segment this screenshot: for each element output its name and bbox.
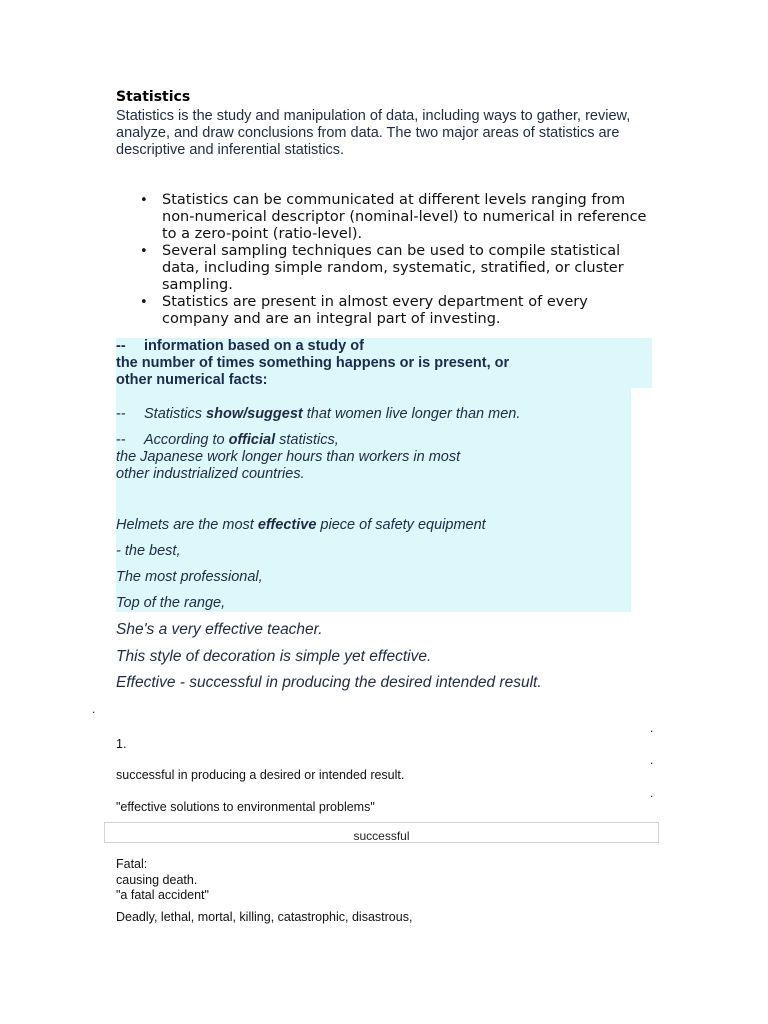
list-item: • Statistics can be communicated at different levels ranging from non-numerical descriptor (nominal-level) to numerical in reference to a zero-point (ratio-level). — [140, 192, 650, 243]
stray-dot: . — [650, 786, 654, 800]
effective-definition: Effective - successful in producing the desired intended result. — [116, 674, 542, 691]
dictionary-meaning: successful in producing a desired or intended result. — [116, 768, 405, 782]
definition-line-3: other numerical facts: — [116, 372, 268, 388]
intro-paragraph: Statistics is the study and manipulation of data, including ways to gather, review, analyze, and draw conclusions from data. The two major areas of statistics are descriptive and inferential statistics. — [116, 108, 631, 158]
stray-dot: . — [650, 721, 654, 735]
example-statistics-show: -- Statistics show/suggest that women live longer than men. — [116, 406, 521, 422]
fatal-example: "a fatal accident" — [116, 888, 209, 902]
definition-block — [116, 338, 636, 389]
bullet-list — [140, 192, 650, 328]
stray-dot: . — [650, 753, 654, 767]
page-title: Statistics — [116, 89, 191, 105]
example-decoration: This style of decoration is simple yet effective. — [116, 648, 432, 665]
dictionary-example: "effective solutions to environmental problems" — [116, 800, 375, 814]
synonym-box — [104, 822, 659, 843]
fatal-word: Fatal: — [116, 857, 148, 871]
dictionary-number: 1. — [116, 737, 127, 751]
list-item: • Statistics are present in almost every department of every company and are an integral part of investing. — [140, 294, 650, 328]
stray-dot: . — [92, 702, 96, 716]
definition-line-2: the number of times something happens or is present, or — [116, 355, 510, 371]
definition-line-1: -- information based on a study of — [116, 338, 364, 354]
example-helmets: Helmets are the most effective piece of safety equipment — [116, 517, 486, 533]
example-most-professional: The most professional, — [116, 569, 263, 585]
example-the-best: - the best, — [116, 543, 181, 559]
example-top-of-range: Top of the range, — [116, 595, 226, 611]
fatal-meaning: causing death. — [116, 873, 198, 887]
example-official-statistics: -- According to official statistics, the Japanese work longer hours than workers in most other industrialized countries. — [116, 432, 461, 482]
list-item: • Several sampling techniques can be used to compile statistical data, including simple random, systematic, stratified, or cluster sampling. — [140, 243, 650, 294]
fatal-synonyms: Deadly, lethal, mortal, killing, catastrophic, disastrous, — [116, 910, 413, 924]
synonym-text: successful — [353, 829, 410, 843]
example-effective-teacher: She's a very effective teacher. — [116, 621, 323, 638]
